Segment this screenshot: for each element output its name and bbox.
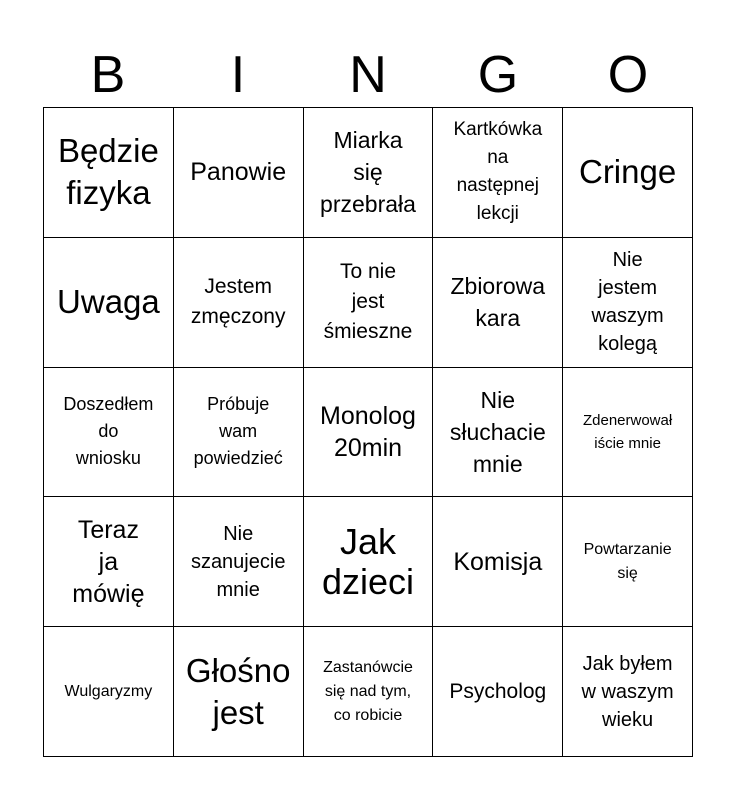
bingo-cell-r1-c5[interactable] [563, 108, 693, 238]
bingo-cell-r1-c3[interactable] [304, 108, 434, 238]
cell-text: Jak byłem w waszym wieku [581, 652, 674, 731]
cell-text: Próbuje wam powiedzieć [193, 394, 283, 469]
cell-text: Wulgaryzmy [64, 682, 153, 700]
bingo-cell-r3-c2[interactable] [174, 368, 304, 498]
bingo-cell-r4-c2[interactable] [174, 497, 304, 627]
bingo-cell-r3-c4[interactable] [433, 368, 563, 498]
bingo-cell-r3-c3[interactable] [304, 368, 434, 498]
bingo-cell-r5-c1[interactable] [44, 627, 174, 757]
cell-text: Kartkówka na następnej lekcji [453, 119, 543, 225]
cell-text: Jak dzieci [321, 520, 415, 602]
bingo-cell-r5-c2[interactable] [174, 627, 304, 757]
cell-text: Cringe [578, 153, 677, 191]
cell-text: Nie jestem waszym kolegą [591, 249, 664, 356]
cell-text: Zastanówcie się nad tym, co robicie [323, 658, 413, 724]
cell-text: To nie jest śmieszne [323, 260, 413, 344]
bingo-cell-r2-c4[interactable] [433, 238, 563, 368]
bingo-cell-r2-c2[interactable] [174, 238, 304, 368]
bingo-cell-r3-c5[interactable] [563, 368, 693, 498]
bingo-cell-r3-c1[interactable] [44, 368, 174, 498]
header-letter-g: G [477, 46, 519, 104]
header-letter-i: I [230, 46, 246, 104]
cell-text: Doszedłem do wniosku [63, 394, 154, 469]
bingo-cell-r1-c4[interactable] [433, 108, 563, 238]
cell-text: Panowie [190, 158, 287, 187]
cell-text: Nie szanujecie mnie [190, 522, 286, 601]
cell-text: Monolog 20min [320, 401, 416, 462]
cell-text: Jestem zmęczony [190, 275, 286, 329]
bingo-cell-r4-c4[interactable] [433, 497, 563, 627]
cell-text: Głośno jest [185, 651, 291, 731]
bingo-cell-r1-c2[interactable] [174, 108, 304, 238]
cell-text: Miarka się przebrała [320, 127, 416, 218]
bingo-cell-r4-c3[interactable] [304, 497, 434, 627]
cell-text: Powtarzanie się [583, 540, 672, 582]
cell-text: Zdenerwował iście mnie [582, 411, 673, 452]
cell-text: Zbiorowa kara [450, 273, 546, 332]
bingo-cell-r5-c5[interactable] [563, 627, 693, 757]
cell-text: Nie słuchacie mnie [449, 386, 546, 477]
bingo-cell-r2-c1[interactable] [44, 238, 174, 368]
cell-text: Komisja [453, 547, 543, 576]
header-letter-n: N [349, 46, 387, 104]
bingo-cell-r5-c3[interactable] [304, 627, 434, 757]
cell-text: Uwaga [57, 283, 160, 321]
bingo-cell-r4-c5[interactable] [563, 497, 693, 627]
header-letter-o: O [607, 46, 649, 104]
bingo-header [43, 42, 693, 108]
cell-text: Psycholog [449, 679, 547, 703]
bingo-cell-r2-c3[interactable] [304, 238, 434, 368]
bingo-cell-r4-c1[interactable] [44, 497, 174, 627]
bingo-cell-r1-c1[interactable] [44, 108, 174, 238]
cell-text: Będzie fizyka [57, 132, 159, 212]
cell-text: Teraz ja mówię [72, 515, 145, 608]
bingo-grid [43, 107, 693, 757]
header-letter-b: B [90, 46, 126, 104]
bingo-cell-r2-c5[interactable] [563, 238, 693, 368]
bingo-cell-r5-c4[interactable] [433, 627, 563, 757]
